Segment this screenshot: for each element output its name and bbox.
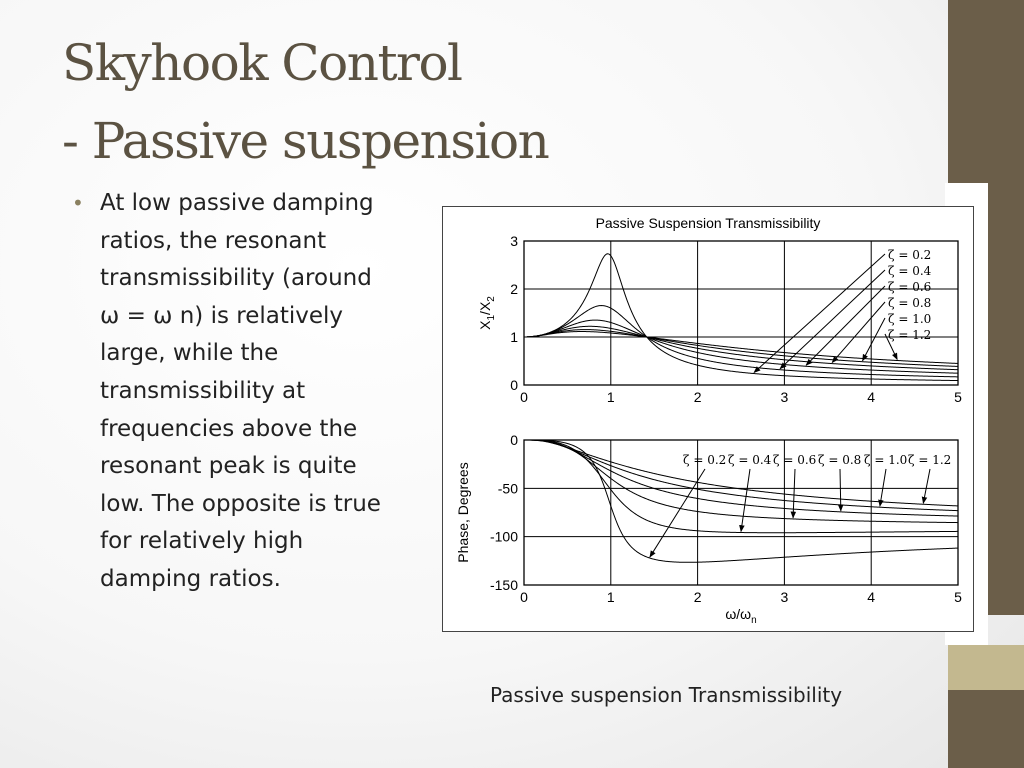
x-tick-label: 1: [606, 389, 615, 405]
x-tick-label: 4: [867, 389, 876, 405]
legend-arrow: [793, 469, 795, 518]
y-tick-label: -50: [497, 480, 518, 497]
series-line: [524, 440, 958, 511]
legend-label: ζ = 1.2: [908, 453, 952, 467]
x-tick-label: 2: [693, 389, 702, 405]
chart-svg: [443, 207, 973, 631]
accent-bar-middle: [988, 183, 1024, 615]
legend-label: ζ = 0.4: [728, 453, 772, 467]
legend-label: ζ = 0.6: [773, 453, 817, 467]
series-line: [524, 440, 958, 516]
x-tick-label: 3: [780, 589, 789, 605]
slide-title-line-2: - Passive suspension: [62, 112, 549, 170]
x-tick-label: 5: [954, 389, 962, 405]
y-tick-label: 0: [510, 432, 518, 448]
legend-label: ζ = 0.4: [888, 264, 932, 278]
y-tick-label: 2: [510, 281, 518, 297]
x-tick-label: 2: [693, 589, 702, 605]
y-tick-label: 3: [510, 233, 518, 249]
y-tick-label: -150: [489, 577, 518, 593]
x-tick-label: 5: [954, 589, 962, 605]
accent-bar-bottom: [948, 690, 1024, 768]
legend-label: ζ = 1.2: [888, 328, 932, 342]
legend-label: ζ = 0.8: [818, 453, 862, 467]
y-tick-label: -100: [489, 528, 518, 545]
x-tick-label: 4: [867, 589, 876, 605]
legend-arrow: [923, 469, 930, 503]
chart-title: Passive Suspension Transmissibility: [595, 215, 821, 231]
legend-arrow: [650, 469, 705, 557]
legend-label: ζ = 0.2: [888, 248, 932, 262]
accent-bar-light: [948, 645, 1024, 690]
y-axis-label: $X_1/X_2$: [477, 296, 497, 330]
x-tick-label: 1: [606, 589, 615, 605]
legend-arrow: [806, 286, 885, 365]
transmissibility-figure: [442, 206, 974, 632]
x-tick-label: 3: [780, 389, 789, 405]
y-axis-label: Phase, Degrees: [455, 462, 471, 563]
legend-label: ζ = 1.0: [888, 312, 932, 326]
legend-label: ζ = 1.0: [864, 453, 908, 467]
y-tick-label: 0: [510, 377, 518, 393]
slide-title-line-1: Skyhook Control: [62, 34, 462, 92]
x-tick-label: 0: [520, 389, 528, 405]
accent-bar-top: [948, 0, 1024, 183]
figure-caption: Passive suspension Transmissibility: [490, 683, 843, 707]
legend-arrow: [880, 469, 886, 506]
x-tick-label: 0: [520, 589, 528, 605]
legend-label: ζ = 0.8: [888, 296, 932, 310]
bullet-marker: •: [72, 191, 84, 215]
bullet-text: At low passive damping ratios, the resonant transmissibility (around ω = ω n) is relatively large, while the transmissibility at frequencies above the resonant peak is quite low. The opposite is true for relatively high damping ratios.: [100, 190, 381, 592]
legend-label: ζ = 0.2: [683, 453, 727, 467]
y-tick-label: 1: [510, 329, 518, 345]
legend-label: ζ = 0.6: [888, 280, 932, 294]
x-axis-label: $\omega/\omega_n$: [725, 606, 757, 626]
slide-title: [62, 24, 548, 180]
legend-arrow: [741, 469, 750, 532]
